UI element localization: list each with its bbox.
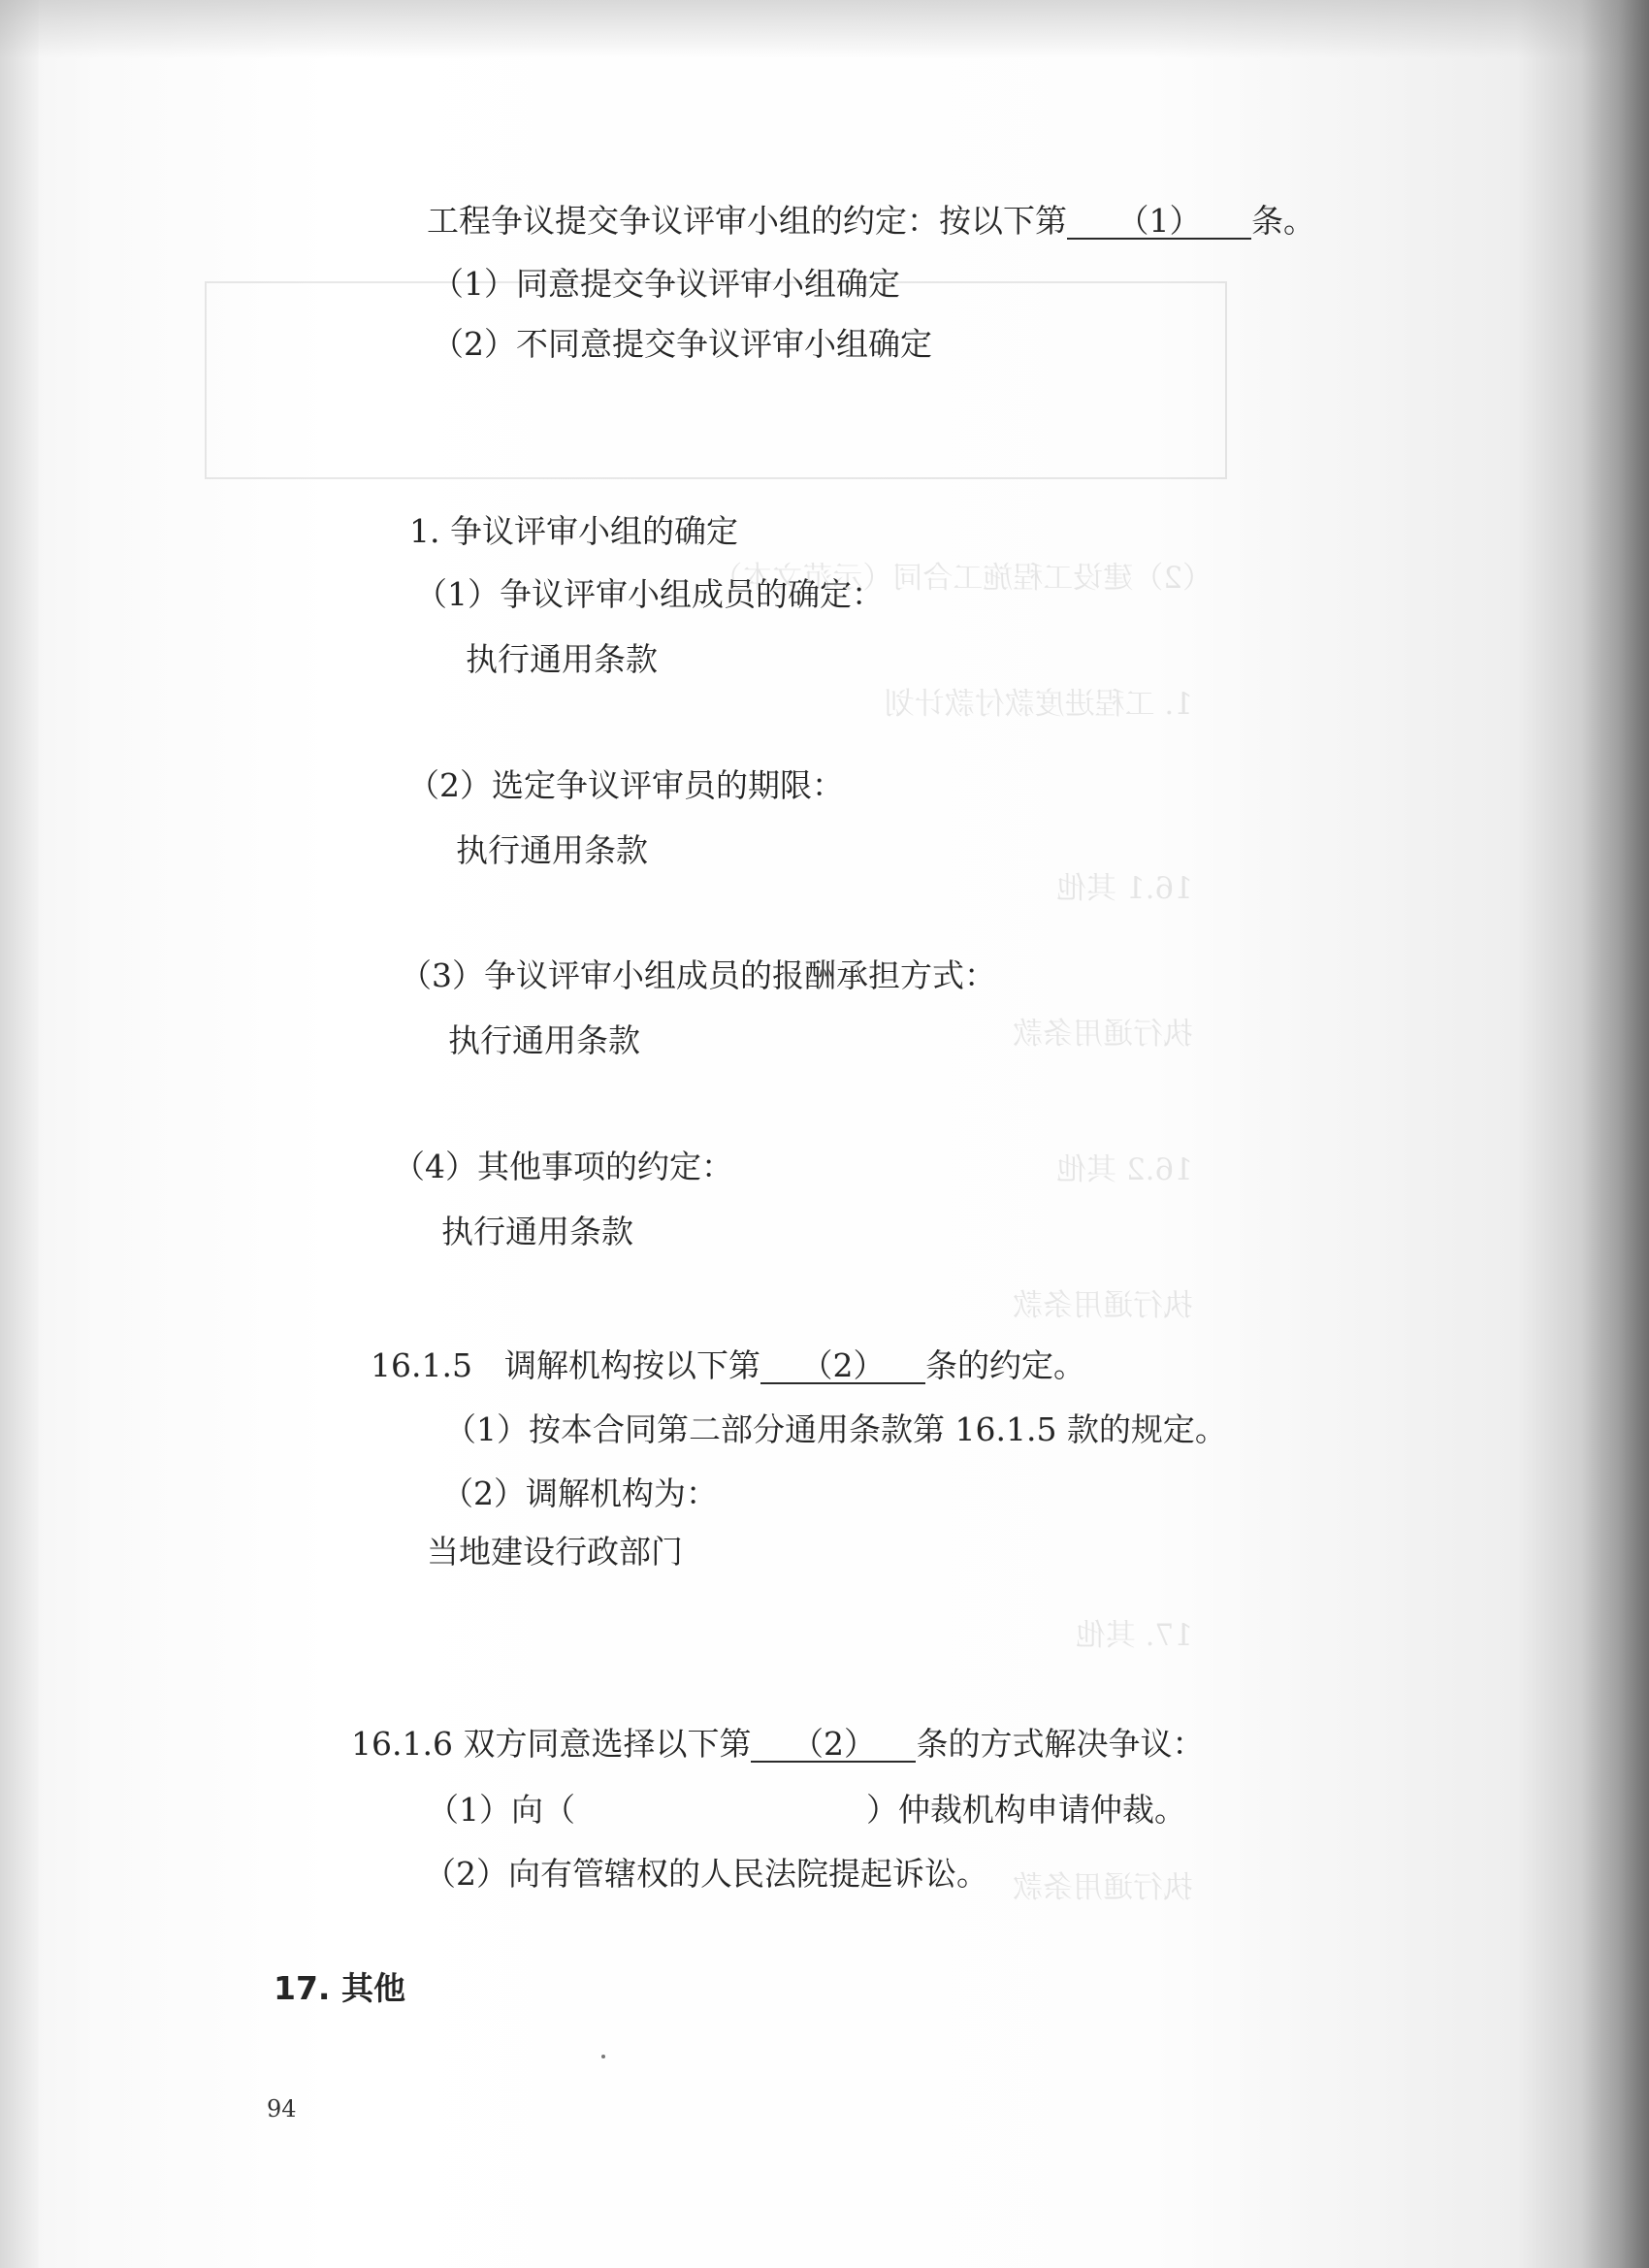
clause-16-1-5-option: （1）按本合同第二部分通用条款第 16.1.5 款的规定。 — [444, 1410, 1227, 1448]
board-clause-prefix: 工程争议提交争议评审小组的约定：按以下第 — [427, 202, 1067, 240]
board-item-value: 执行通用条款 — [466, 640, 658, 678]
top-shadow — [0, 0, 1649, 58]
clause-16-1-6-suffix: 条的方式解决争议： — [916, 1725, 1205, 1763]
bleed-line: 16.2 其他 — [1056, 1152, 1193, 1187]
bleed-line: 执行通用条款 — [1013, 1288, 1193, 1323]
bleed-line: 17. 其他 — [1075, 1618, 1193, 1653]
clause-16-1-6-prefix: 16.1.6 双方同意选择以下第 — [351, 1725, 752, 1763]
board-item-label: （3）争议评审小组成员的报酬承担方式： — [400, 956, 996, 994]
board-clause-suffix: 条。 — [1251, 202, 1315, 240]
board-item-label: （4）其他事项的约定： — [393, 1148, 733, 1185]
clause-16-1-5-suffix: 条的约定。 — [924, 1346, 1085, 1384]
arbitration-option-prefix: （1）向（ — [427, 1791, 575, 1829]
right-page-shadow — [1581, 0, 1649, 2268]
bleed-line: （2）建设工程施工合同（示范文本） — [712, 561, 1212, 596]
page-number: 94 — [267, 2095, 297, 2122]
section-title: 1. 争议评审小组的确定 — [409, 512, 738, 550]
clause-16-1-6-option: （2）向有管辖权的人民法院提起诉讼。 — [424, 1855, 988, 1893]
mediation-body-value: 当地建设行政部门 — [427, 1533, 683, 1571]
board-option: （1）同意提交争议评审小组确定 — [432, 265, 900, 303]
bleed-table — [205, 281, 1227, 479]
bleed-line: 执行通用条款 — [1013, 1870, 1193, 1905]
board-clause-choice: （1） — [1067, 205, 1251, 240]
bleed-line: 1. 工程进度款付款计划 — [884, 687, 1193, 722]
section-17-title: 17. 其他 — [274, 1969, 405, 2007]
board-item-label: （2）选定争议评审员的期限： — [407, 766, 844, 804]
board-item-value: 执行通用条款 — [441, 1213, 633, 1250]
clause-16-1-5-line — [371, 1346, 1085, 1385]
scan-speck — [601, 2055, 605, 2058]
board-option: （2）不同意提交争议评审小组确定 — [432, 325, 932, 363]
bleed-line: 16.1 其他 — [1056, 871, 1193, 906]
board-item-value: 执行通用条款 — [448, 1021, 640, 1059]
board-item-label: （1）争议评审小组成员的确定： — [415, 575, 884, 613]
bleed-line: 执行通用条款 — [1013, 1017, 1193, 1052]
clause-16-1-5-prefix: 16.1.5 调解机构按以下第 — [371, 1346, 760, 1384]
clause-16-1-6-choice: （2） — [751, 1728, 916, 1763]
arbitration-option-suffix: ）仲裁机构申请仲裁。 — [866, 1791, 1186, 1829]
clause-16-1-5-option: （2）调解机构为： — [441, 1474, 718, 1512]
board-item-value: 执行通用条款 — [456, 831, 648, 869]
board-clause-line — [427, 202, 1315, 241]
clause-16-1-5-choice: （2） — [760, 1349, 925, 1384]
clause-16-1-6-line — [351, 1725, 1204, 1764]
clause-16-1-6-option — [427, 1791, 1186, 1830]
